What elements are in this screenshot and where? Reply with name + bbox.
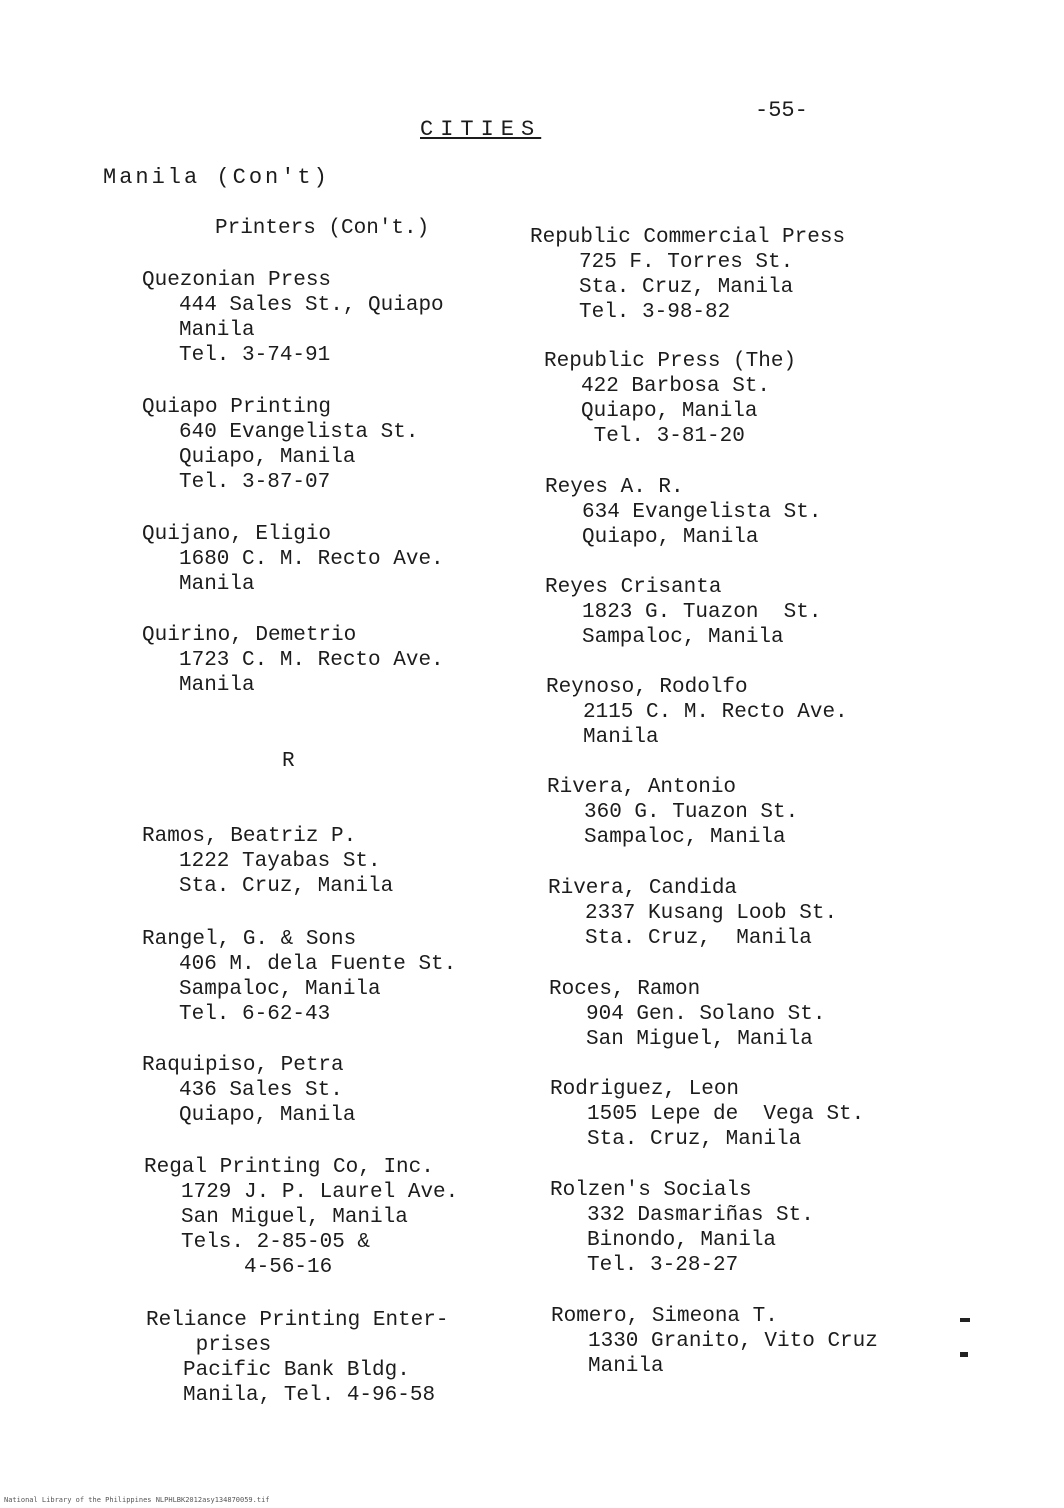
entry-name: Rivera, Antonio	[547, 776, 737, 799]
entry-line: 904 Gen. Solano St.	[586, 1003, 826, 1026]
entry-line: 360 G. Tuazon St.	[584, 801, 799, 824]
entry-name: Romero, Simeona T.	[551, 1305, 778, 1328]
entry-line: Quiapo, Manila	[582, 526, 759, 549]
entry-line: Manila	[583, 726, 659, 749]
entry-name: Quijano, Eligio	[142, 523, 332, 546]
entry-name: Reyes Crisanta	[545, 576, 722, 599]
entry-line: 2115 C. M. Recto Ave.	[583, 701, 848, 724]
entry-name: Rodriguez, Leon	[550, 1078, 740, 1101]
list-item	[144, 1155, 458, 1280]
entry-name: Quezonian Press	[142, 269, 332, 292]
entry-line: prises	[183, 1334, 272, 1357]
entry-line: Tel. 6-62-43	[179, 1003, 331, 1026]
entry-line: Quiapo, Manila	[581, 400, 758, 423]
scan-footer: National Library of the Philippines NLPHLBK2012asy134870059.tif	[4, 1496, 270, 1504]
entry-line: Tel. 3-98-82	[579, 301, 731, 324]
entry-line: 1505 Lepe de Vega St.	[587, 1103, 865, 1126]
entry-line: Pacific Bank Bldg.	[183, 1359, 410, 1382]
page-number: -55-	[755, 98, 808, 123]
list-item	[549, 977, 825, 1052]
list-item	[142, 395, 418, 495]
entry-line: 725 F. Torres St.	[579, 251, 794, 274]
entry-line: Manila	[179, 573, 255, 596]
list-item	[545, 575, 821, 650]
entry-name: Republic Press (The)	[544, 350, 797, 373]
list-item	[544, 349, 796, 449]
entry-line: 1823 G. Tuazon St.	[582, 601, 822, 624]
entry-line: 640 Evangelista St.	[179, 421, 419, 444]
entry-line: Sta. Cruz, Manila	[179, 875, 394, 898]
list-item	[545, 475, 821, 550]
entry-name: Reliance Printing Enter-	[146, 1309, 449, 1332]
entry-name: Rivera, Candida	[548, 877, 738, 900]
scan-mark	[960, 1352, 968, 1357]
entry-line: 1330 Granito, Vito Cruz	[588, 1330, 878, 1353]
entry-line: Sampaloc, Manila	[584, 826, 786, 849]
entry-line: 422 Barbosa St.	[581, 375, 771, 398]
entry-line: Manila	[588, 1355, 664, 1378]
entry-name: Ramos, Beatriz P.	[142, 825, 357, 848]
list-item	[142, 824, 393, 899]
entry-line: 332 Dasmariñas St.	[587, 1204, 814, 1227]
entry-line: Sta. Cruz, Manila	[579, 276, 794, 299]
list-item	[550, 1178, 814, 1278]
entry-line: 1729 J. P. Laurel Ave.	[181, 1181, 459, 1204]
list-item	[142, 1053, 355, 1128]
entry-line: Tels. 2-85-05 &	[181, 1231, 371, 1254]
entry-line: Tel. 3-74-91	[179, 344, 331, 367]
entry-line: 406 M. dela Fuente St.	[179, 953, 457, 976]
entry-line: Tel. 3-28-27	[587, 1254, 739, 1277]
entry-line: 1680 C. M. Recto Ave.	[179, 548, 444, 571]
entry-line: 444 Sales St., Quiapo	[179, 294, 444, 317]
entry-name: Republic Commercial Press	[530, 226, 846, 249]
entry-name: Quiapo Printing	[142, 396, 332, 419]
list-item	[551, 1304, 878, 1379]
entry-line: Quiapo, Manila	[179, 1104, 356, 1127]
entry-line: 1723 C. M. Recto Ave.	[179, 649, 444, 672]
entry-line: Tel. 3-87-07	[179, 471, 331, 494]
list-item	[530, 225, 845, 325]
section-heading: Manila (Con't)	[103, 165, 330, 190]
entry-line: Binondo, Manila	[587, 1229, 777, 1252]
list-item	[142, 522, 444, 597]
entry-line: Sta. Cruz, Manila	[587, 1128, 802, 1151]
entry-name: Reynoso, Rodolfo	[546, 676, 748, 699]
letter-divider: R	[282, 750, 295, 773]
entry-line: Quiapo, Manila	[179, 446, 356, 469]
entry-name: Quirino, Demetrio	[142, 624, 357, 647]
entry-line: Tel. 3-81-20	[581, 425, 745, 448]
entry-name: Regal Printing Co, Inc.	[144, 1156, 434, 1179]
entry-line: Sampaloc, Manila	[179, 978, 381, 1001]
list-item	[546, 675, 848, 750]
page-title: CITIES	[420, 117, 542, 142]
subsection-heading: Printers (Con't.)	[215, 217, 430, 240]
list-item	[548, 876, 837, 951]
list-item	[146, 1308, 448, 1408]
entry-line: 1222 Tayabas St.	[179, 850, 381, 873]
entry-name: Roces, Ramon	[549, 978, 701, 1001]
entry-line: San Miguel, Manila	[586, 1028, 813, 1051]
entry-line: 436 Sales St.	[179, 1079, 343, 1102]
list-item	[142, 927, 456, 1027]
scan-mark	[960, 1318, 970, 1322]
entry-line: San Miguel, Manila	[181, 1206, 408, 1229]
entry-line: 4-56-16	[181, 1256, 333, 1279]
list-item	[550, 1077, 864, 1152]
entry-name: Reyes A. R.	[545, 476, 684, 499]
entry-line: Manila, Tel. 4-96-58	[183, 1384, 436, 1407]
entry-line: Manila	[179, 319, 255, 342]
entry-line: Manila	[179, 674, 255, 697]
entry-name: Rolzen's Socials	[550, 1179, 752, 1202]
entry-line: 634 Evangelista St.	[582, 501, 822, 524]
entry-name: Raquipiso, Petra	[142, 1054, 344, 1077]
entry-line: 2337 Kusang Loob St.	[585, 902, 838, 925]
entry-line: Sta. Cruz, Manila	[585, 927, 812, 950]
list-item	[142, 268, 444, 368]
list-item	[142, 623, 444, 698]
list-item	[547, 775, 798, 850]
entry-line: Sampaloc, Manila	[582, 626, 784, 649]
entry-name: Rangel, G. & Sons	[142, 928, 357, 951]
